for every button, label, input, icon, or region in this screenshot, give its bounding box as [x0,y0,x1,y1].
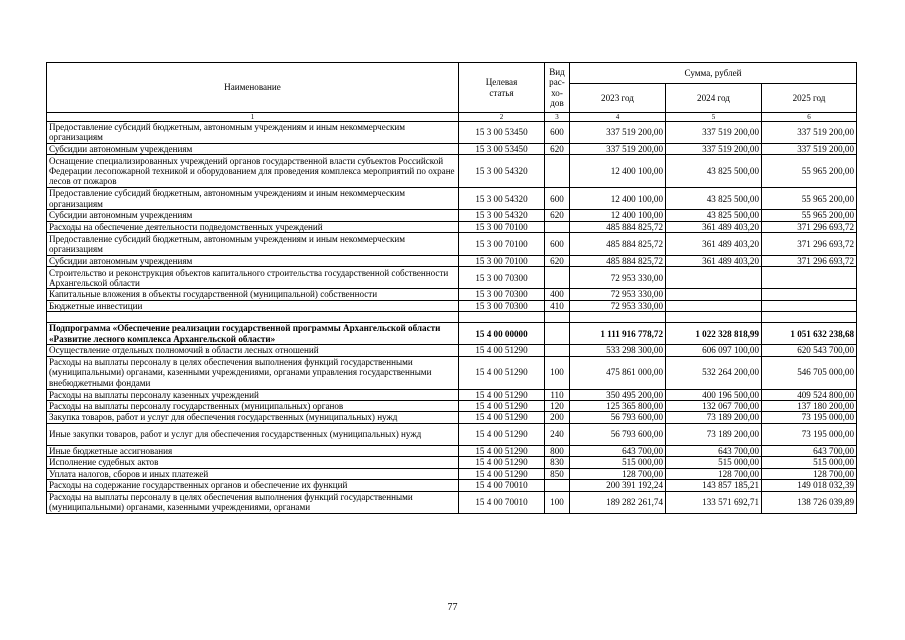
table-row [47,491,857,513]
row-sum-2023: 72 953 330,00 [570,289,666,300]
row-name: Предоставление субсидий бюджетным, автономным учреждениям и иным некоммерческим организациям [47,233,459,256]
row-sum-2025: 546 705 000,00 [762,356,857,389]
row-code: 15 4 00 70010 [459,491,545,513]
row-sum-2025: 643 700,00 [762,445,857,456]
row-name: Предоставление субсидий бюджетным, автономным учреждениям и иным некоммерческим организациям [47,188,459,210]
row-code: 15 3 00 70300 [459,300,545,311]
row-sum-2023: 200 391 192,24 [570,480,666,491]
row-vid [545,345,570,356]
row-code: 15 4 00 51290 [459,401,545,412]
row-name: Строительство и реконструкция объектов капитального строительства государственной собственности Архангельской области [47,267,459,289]
row-vid: 600 [545,122,570,144]
row-code: 15 4 00 51290 [459,389,545,400]
row-name: Исполнение судебных актов [47,457,459,468]
row-sum-2025: 1 051 632 238,68 [762,323,857,345]
table-row [47,143,857,154]
row-name: Предоставление субсидий бюджетным, автономным учреждениям и иным некоммерческим организациям [47,122,459,144]
table-row [47,323,857,345]
table-row [47,221,857,232]
header-name: Наименование [47,63,459,113]
row-sum-2025: 55 965 200,00 [762,188,857,210]
row-vid: 620 [545,143,570,154]
header-year-2024: 2024 год [666,84,762,113]
row-sum-2024: 361 489 403,20 [666,256,762,267]
row-sum-2023: 125 365 800,00 [570,401,666,412]
table-row [47,267,857,289]
row-sum-2024: 1 022 328 818,99 [666,323,762,345]
row-code: 15 4 00 51290 [459,412,545,423]
table-row [47,356,857,389]
row-sum-2024: 361 489 403,20 [666,233,762,256]
row-name: Субсидии автономным учреждениям [47,256,459,267]
row-sum-2023: 12 400 100,00 [570,155,666,188]
row-sum-2023: 56 793 600,00 [570,423,666,445]
table-row [47,188,857,210]
row-name: Иные бюджетные ассигнования [47,445,459,456]
row-code: 15 4 00 51290 [459,468,545,479]
header-sum: Сумма, рублей [570,63,857,84]
row-vid [545,480,570,491]
row-vid: 240 [545,423,570,445]
row-name: Расходы на выплаты персоналу государственных (муниципальных) органов [47,401,459,412]
header-year-2025: 2025 год [762,84,857,113]
row-vid: 620 [545,256,570,267]
table-row [47,300,857,311]
table-row [47,233,857,256]
table-row [47,423,857,445]
header-code: Целевая статья [459,63,545,113]
row-sum-2023: 350 495 200,00 [570,389,666,400]
row-sum-2025: 371 296 693,72 [762,221,857,232]
row-sum-2025: 337 519 200,00 [762,122,857,144]
row-sum-2025: 73 195 000,00 [762,412,857,423]
row-sum-2023: 1 111 916 778,72 [570,323,666,345]
row-code: 15 4 00 51290 [459,345,545,356]
row-sum-2024 [666,300,762,311]
row-name: Субсидии автономным учреждениям [47,143,459,154]
row-sum-2023: 12 400 100,00 [570,188,666,210]
row-name [47,312,459,323]
row-sum-2024: 133 571 692,71 [666,491,762,513]
row-sum-2025: 55 965 200,00 [762,155,857,188]
row-sum-2025 [762,300,857,311]
row-name: Осуществление отдельных полномочий в области лесных отношений [47,345,459,356]
row-code: 15 3 00 70100 [459,233,545,256]
row-sum-2025 [762,267,857,289]
table-row [47,256,857,267]
row-sum-2023: 515 000,00 [570,457,666,468]
row-vid: 120 [545,401,570,412]
table-row [47,345,857,356]
row-sum-2024: 73 189 200,00 [666,412,762,423]
row-vid [545,155,570,188]
row-code: 15 4 00 00000 [459,323,545,345]
row-name: Уплата налогов, сборов и иных платежей [47,468,459,479]
table-row [47,122,857,144]
colnum-2: 2 [459,113,545,122]
table-row [47,480,857,491]
row-sum-2023: 72 953 330,00 [570,300,666,311]
table-row [47,457,857,468]
row-code: 15 3 00 70100 [459,221,545,232]
row-code: 15 4 00 51290 [459,445,545,456]
table-row [47,412,857,423]
row-sum-2023: 475 861 000,00 [570,356,666,389]
row-sum-2025: 620 543 700,00 [762,345,857,356]
header-vid: Вид рас- хо- дов [545,63,570,113]
table-row [47,468,857,479]
row-sum-2023: 533 298 300,00 [570,345,666,356]
row-sum-2023: 643 700,00 [570,445,666,456]
row-sum-2024 [666,267,762,289]
row-name: Расходы на обеспечение деятельности подведомственных учреждений [47,221,459,232]
row-sum-2025: 138 726 039,89 [762,491,857,513]
row-sum-2025: 128 700,00 [762,468,857,479]
table-body [47,122,857,514]
row-name: Бюджетные инвестиции [47,300,459,311]
row-code: 15 3 00 54320 [459,210,545,221]
row-sum-2024: 337 519 200,00 [666,143,762,154]
row-vid: 410 [545,300,570,311]
row-vid: 600 [545,188,570,210]
row-vid: 620 [545,210,570,221]
row-sum-2024: 606 097 100,00 [666,345,762,356]
row-sum-2025: 55 965 200,00 [762,210,857,221]
row-sum-2024 [666,312,762,323]
table-row [47,389,857,400]
row-vid: 100 [545,356,570,389]
row-sum-2023: 72 953 330,00 [570,267,666,289]
row-code: 15 4 00 51290 [459,457,545,468]
header-year-2023: 2023 год [570,84,666,113]
page-number: 77 [447,602,458,613]
row-code: 15 3 00 70300 [459,267,545,289]
colnum-1: 1 [47,113,459,122]
row-sum-2024: 532 264 200,00 [666,356,762,389]
row-sum-2025: 149 018 032,39 [762,480,857,491]
row-name: Расходы на содержание государственных органов и обеспечение их функций [47,480,459,491]
row-sum-2024: 43 825 500,00 [666,210,762,221]
row-sum-2025: 409 524 800,00 [762,389,857,400]
row-sum-2023: 56 793 600,00 [570,412,666,423]
row-name: Капитальные вложения в объекты государственной (муниципальной) собственности [47,289,459,300]
row-sum-2023: 12 400 100,00 [570,210,666,221]
row-vid: 100 [545,491,570,513]
row-sum-2025: 371 296 693,72 [762,233,857,256]
row-sum-2023: 128 700,00 [570,468,666,479]
row-vid [545,312,570,323]
colnum-6: 6 [762,113,857,122]
row-vid: 850 [545,468,570,479]
row-sum-2025: 337 519 200,00 [762,143,857,154]
row-name: Расходы на выплаты персоналу в целях обеспечения выполнения функций государственными (муниципальными) органами, казенными учреждениями, органами управления государственными внебюджетными фондами [47,356,459,389]
table-row [47,312,857,323]
row-vid: 800 [545,445,570,456]
row-name: Закупка товаров, работ и услуг для обеспечения государственных (муниципальных) нужд [47,412,459,423]
table-row [47,401,857,412]
row-code: 15 3 00 70300 [459,289,545,300]
row-vid: 200 [545,412,570,423]
row-name: Подпрограмма «Обеспечение реализации государственной программы Архангельской области «Развитие лесного комплекса Архангельской области» [47,323,459,345]
row-sum-2025: 137 180 200,00 [762,401,857,412]
table-row [47,445,857,456]
row-code [459,312,545,323]
budget-table [46,62,857,514]
row-code: 15 3 00 54320 [459,188,545,210]
colnum-5: 5 [666,113,762,122]
table-row [47,289,857,300]
row-vid [545,267,570,289]
row-code: 15 3 00 53450 [459,122,545,144]
table-row [47,155,857,188]
row-sum-2024 [666,289,762,300]
row-vid: 600 [545,233,570,256]
colnum-4: 4 [570,113,666,122]
table-row [47,210,857,221]
row-vid: 400 [545,289,570,300]
row-name: Расходы на выплаты персоналу в целях обеспечения выполнения функций государственными (муниципальными) органами, казенными учреждениями, органами [47,491,459,513]
row-code: 15 3 00 53450 [459,143,545,154]
row-code: 15 4 00 70010 [459,480,545,491]
row-sum-2024: 400 196 500,00 [666,389,762,400]
row-name: Субсидии автономным учреждениям [47,210,459,221]
row-vid [545,221,570,232]
row-sum-2024: 132 067 700,00 [666,401,762,412]
row-sum-2025 [762,312,857,323]
row-sum-2023: 485 884 825,72 [570,233,666,256]
row-sum-2023: 189 282 261,74 [570,491,666,513]
row-sum-2025: 515 000,00 [762,457,857,468]
row-code: 15 4 00 51290 [459,423,545,445]
row-sum-2024: 643 700,00 [666,445,762,456]
row-vid [545,323,570,345]
row-vid: 830 [545,457,570,468]
row-sum-2024: 361 489 403,20 [666,221,762,232]
row-sum-2024: 515 000,00 [666,457,762,468]
row-code: 15 4 00 51290 [459,356,545,389]
row-vid: 110 [545,389,570,400]
row-name: Иные закупки товаров, работ и услуг для обеспечения государственных (муниципальных) нужд [47,423,459,445]
budget-table-page [46,62,856,514]
row-sum-2024: 73 189 200,00 [666,423,762,445]
row-name: Оснащение специализированных учреждений органов государственной власти субъектов Российской Федерации лесопожарной техникой и оборудованием для проведения комплекса мероприятий по охране лесов от пожаров [47,155,459,188]
row-code: 15 3 00 70100 [459,256,545,267]
row-sum-2024: 128 700,00 [666,468,762,479]
row-code: 15 3 00 54320 [459,155,545,188]
row-sum-2023: 337 519 200,00 [570,143,666,154]
row-sum-2023: 337 519 200,00 [570,122,666,144]
row-sum-2025: 371 296 693,72 [762,256,857,267]
row-sum-2024: 43 825 500,00 [666,188,762,210]
row-sum-2023: 485 884 825,72 [570,221,666,232]
row-sum-2025: 73 195 000,00 [762,423,857,445]
row-sum-2024: 43 825 500,00 [666,155,762,188]
row-name: Расходы на выплаты персоналу казенных учреждений [47,389,459,400]
row-sum-2023: 485 884 825,72 [570,256,666,267]
row-sum-2024: 143 857 185,21 [666,480,762,491]
colnum-3: 3 [545,113,570,122]
row-sum-2023 [570,312,666,323]
row-sum-2025 [762,289,857,300]
row-sum-2024: 337 519 200,00 [666,122,762,144]
